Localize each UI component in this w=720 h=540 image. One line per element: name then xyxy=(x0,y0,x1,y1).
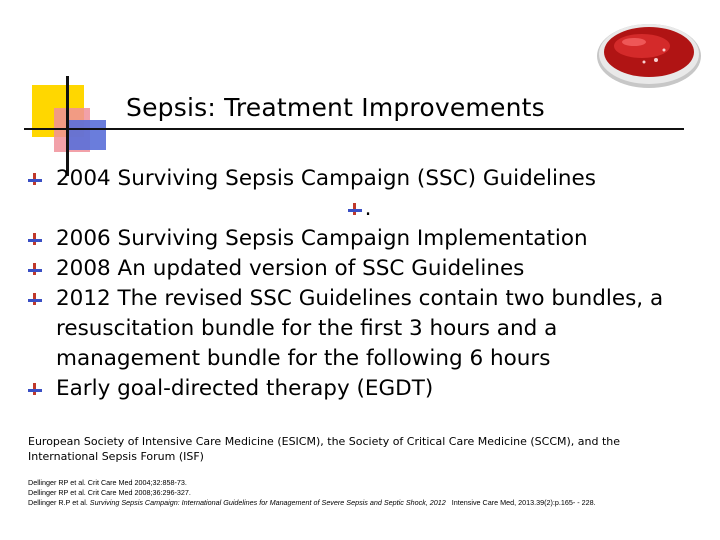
bullet-item: 2004 Surviving Sepsis Campaign (SSC) Guidelines xyxy=(28,164,698,194)
footnote-text: European Society of Intensive Care Medicine (ESICM), the Society of Critical Care Medicine (SCCM), and the International Sepsis Forum (ISF) xyxy=(28,435,621,463)
petri-dish-icon xyxy=(594,12,704,92)
bullet-icon xyxy=(28,233,42,245)
reference-item: Dellinger RP et al. Crit Care Med 2004;32:858-73. xyxy=(28,478,187,487)
bullet-item: 2012 The revised SSC Guidelines contain two bundles, a resuscitation bundle for the first 3 hours and a management bundle for the following 6 hours xyxy=(28,284,698,374)
decor-blue-square xyxy=(66,120,106,150)
bullet-list xyxy=(28,164,698,404)
bullet-item: Early goal-directed therapy (EGDT) xyxy=(28,374,698,404)
slide-title: Sepsis: Treatment Improvements xyxy=(126,93,545,122)
reference-item: Dellinger RP et al. Crit Care Med 2008;36:296-327. xyxy=(28,488,191,497)
bullet-icon xyxy=(28,263,42,275)
bullet-item: 2008 An updated version of SSC Guidelines xyxy=(28,254,698,284)
reference-item: Dellinger R.P et al. Surviving Sepsis Campaign: International Guidelines for Management of Severe Sepsis and Septic Shock, 2012 Intensive Care Med, 2013.39(2):p.165- - 228. xyxy=(28,498,596,507)
title-underline xyxy=(24,128,684,130)
bullet-icon xyxy=(28,293,42,305)
bullet-item: 2006 Surviving Sepsis Campaign Implementation xyxy=(28,224,698,254)
bullet-icon xyxy=(348,203,362,215)
bullet-icon xyxy=(28,173,42,185)
bullet-icon xyxy=(28,383,42,395)
bullet-item: . xyxy=(328,194,378,224)
reference-list xyxy=(28,478,698,508)
decor-vertical-line xyxy=(66,76,69,176)
